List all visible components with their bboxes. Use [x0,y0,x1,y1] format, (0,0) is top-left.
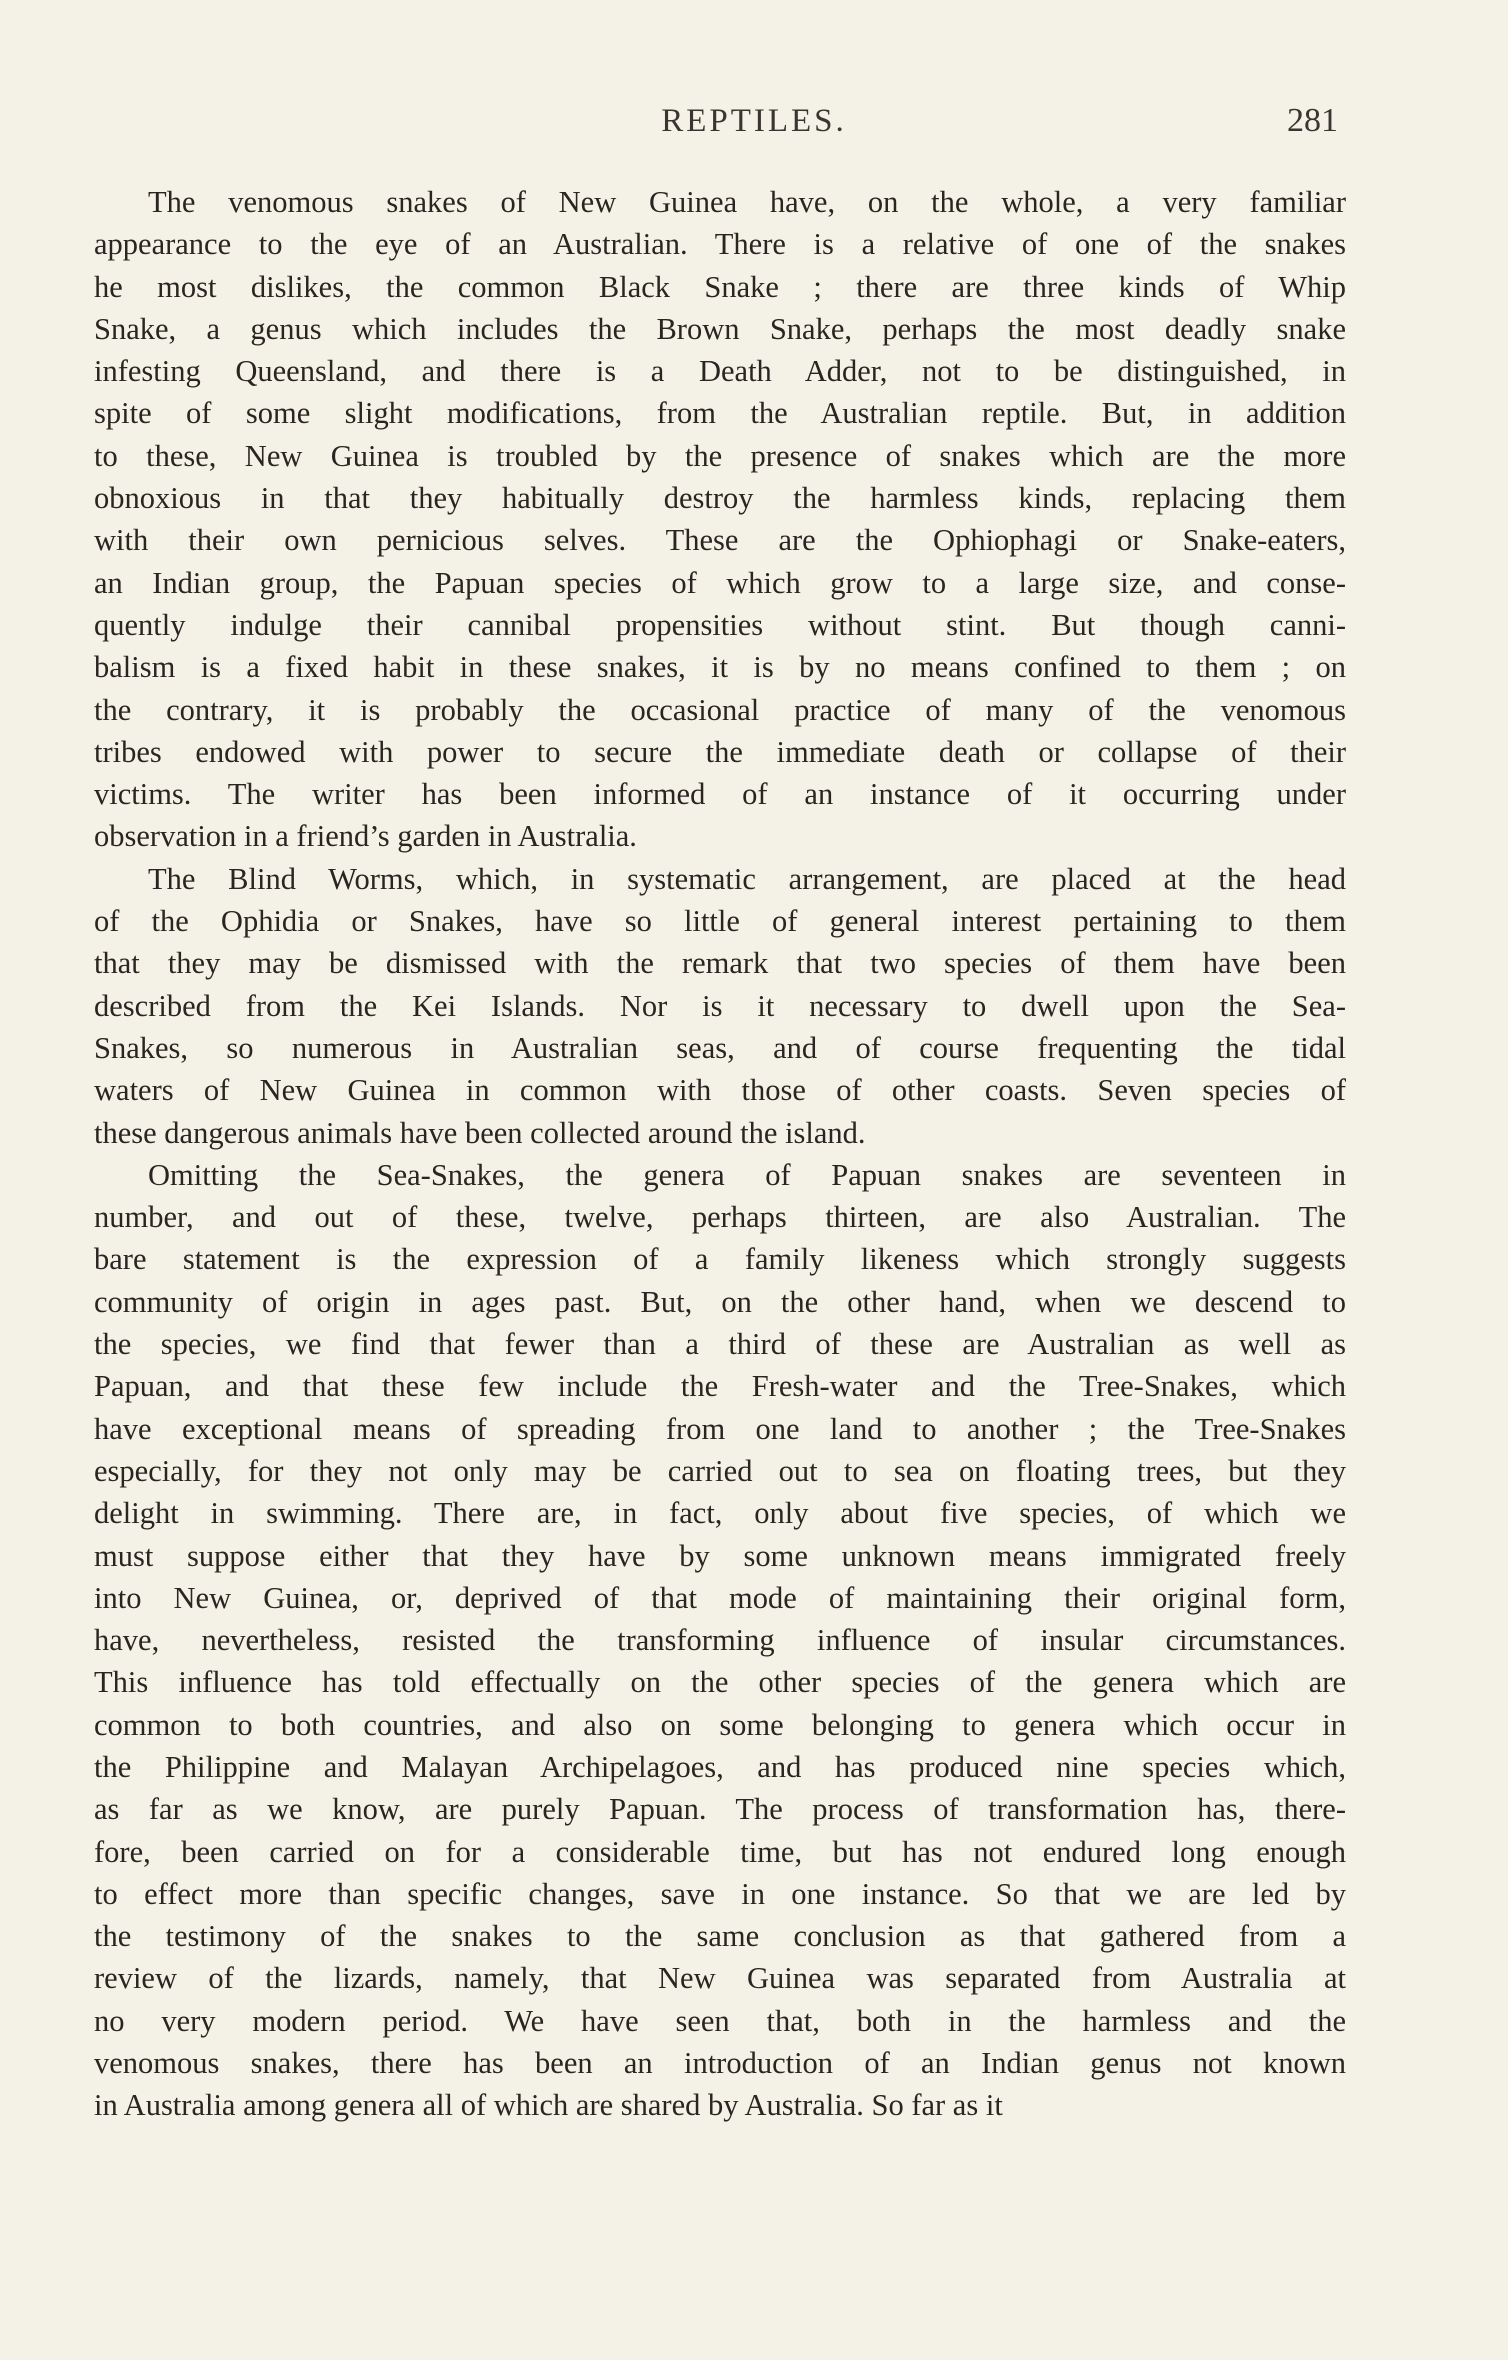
text-line: to effect more than specific changes, save in one instance. So that we are led by [94,1876,1346,1911]
text-line: appearance to the eye of an Australian. There is a relative of one of the snakes [94,227,1346,262]
text-line: he most dislikes, the common Black Snake ; there are three kinds of Whip [94,269,1346,304]
text-line: Omitting the Sea-Snakes, the genera of Papuan snakes are seventeen in [148,1157,1346,1192]
text-line: This influence has told effectually on the other species of the genera which are [94,1665,1346,1700]
text-line: the species, we find that fewer than a third of these are Australian as well as [94,1327,1346,1362]
text-line: obnoxious in that they habitually destroy the harmless kinds, replacing them [94,481,1346,516]
text-line: have, nevertheless, resisted the transforming influence of insular circumstances. [94,1623,1346,1658]
text-line: to these, New Guinea is troubled by the presence of snakes which are the more [94,438,1346,473]
text-line: fore, been carried on for a considerable time, but has not endured long enough [94,1834,1346,1869]
text-line: The Blind Worms, which, in systematic arrangement, are placed at the head [148,861,1346,896]
text-line: these dangerous animals have been collected around the island. [94,1115,866,1150]
text-line: that they may be dismissed with the remark that two species of them have been [94,946,1346,981]
text-line: into New Guinea, or, deprived of that mode of maintaining their original form, [94,1580,1346,1615]
text-line: have exceptional means of spreading from one land to another ; the Tree-Snakes [94,1411,1346,1446]
text-line: must suppose either that they have by some unknown means immigrated freely [94,1538,1346,1573]
text-line: balism is a fixed habit in these snakes, it is by no means confined to them ; on [94,650,1346,685]
text-line: number, and out of these, twelve, perhaps thirteen, are also Australian. The [94,1200,1346,1235]
text-line: community of origin in ages past. But, on the other hand, when we descend to [94,1284,1346,1319]
running-title: REPTILES. [661,103,847,139]
text-line: Papuan, and that these few include the Fresh-water and the Tree-Snakes, which [94,1369,1346,1404]
text-line: victims. The writer has been informed of an instance of it occurring under [94,777,1346,812]
text-line: Snake, a genus which includes the Brown Snake, perhaps the most deadly snake [94,311,1346,346]
text-line: venomous snakes, there has been an introduction of an Indian genus not known [94,2046,1346,2081]
text-line: waters of New Guinea in common with those of other coasts. Seven species of [94,1073,1346,1108]
text-line: observation in a friend’s garden in Australia. [94,819,637,854]
body-text [94,181,1346,2127]
text-line: in Australia among genera all of which are shared by Australia. So far as it [94,2088,1003,2123]
text-line: review of the lizards, namely, that New Guinea was separated from Australia at [94,1961,1346,1996]
text-line: bare statement is the expression of a family likeness which strongly suggests [94,1242,1346,1277]
text-line: quently indulge their cannibal propensities without stint. But though canni- [94,607,1346,642]
text-line: the testimony of the snakes to the same conclusion as that gathered from a [94,1919,1346,1954]
text-line: described from the Kei Islands. Nor is it necessary to dwell upon the Sea- [94,988,1346,1023]
text-line: tribes endowed with power to secure the immediate death or collapse of their [94,734,1346,769]
text-line: The venomous snakes of New Guinea have, on the whole, a very familiar [148,185,1346,219]
text-line: the Philippine and Malayan Archipelagoes, and has produced nine species which, [94,1749,1346,1784]
text-line: with their own pernicious selves. These are the Ophiophagi or Snake-eaters, [94,523,1346,558]
text-line: delight in swimming. There are, in fact, only about five species, of which we [94,1496,1346,1531]
running-head [0,96,1508,146]
text-line: as far as we know, are purely Papuan. The process of transformation has, there- [94,1792,1346,1827]
text-line: no very modern period. We have seen that, both in the harmless and the [94,2003,1346,2038]
text-line: especially, for they not only may be carried out to sea on floating trees, but they [94,1453,1346,1488]
text-line: of the Ophidia or Snakes, have so little of general interest pertaining to them [94,904,1346,939]
text-line: common to both countries, and also on some belonging to genera which occur in [94,1707,1346,1742]
text-line: spite of some slight modifications, from the Australian reptile. But, in addition [94,396,1346,431]
text-line: Snakes, so numerous in Australian seas, and of course frequenting the tidal [94,1030,1346,1065]
text-line: an Indian group, the Papuan species of which grow to a large size, and conse- [94,565,1346,600]
page-number: 281 [1287,102,1338,139]
text-line: infesting Queensland, and there is a Death Adder, not to be distinguished, in [94,354,1346,389]
text-line: the contrary, it is probably the occasional practice of many of the venomous [94,692,1346,727]
